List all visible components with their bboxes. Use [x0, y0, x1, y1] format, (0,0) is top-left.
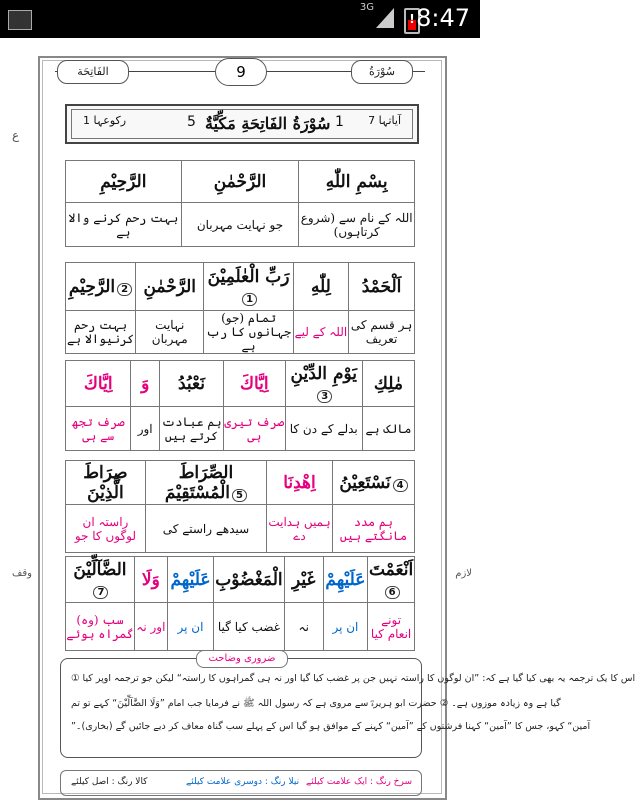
- side-mark-lazim: لازم: [455, 568, 472, 579]
- word-urdu: بہت رحم کرنیوالا ہے: [66, 311, 136, 354]
- title-number-right: 5: [187, 114, 196, 130]
- word-arabic[interactable]: الصِّرَاطَ الْمُسْتَقِيْمَ 5: [145, 461, 266, 505]
- word-urdu: نہایت مہربان: [136, 311, 204, 354]
- status-bar: [0, 0, 480, 38]
- word-urdu: ہر قسم کی تعریف: [349, 311, 415, 354]
- surah-title-bar: [65, 104, 419, 144]
- word-urdu: اللہ کے لیے: [293, 311, 348, 354]
- side-mark-top: ع: [12, 128, 20, 142]
- word-arabic[interactable]: لِلّٰهِ: [293, 263, 348, 311]
- word-urdu: بدلے کے دن کا: [285, 407, 362, 451]
- page-number: 9: [215, 58, 267, 86]
- word-urdu: (جو) تمام جہانوں کا رب ہے: [204, 311, 293, 354]
- explanation-line: ① اس کا یک ترجمہ یہ بھی کیا گیا ہے کہ: ”ان لوگوں کا راستہ نہیں جن پر غضب کیا گیا اور نہ ہی گمراہوں کا راستہ“ لیکن جو ترجمہ اوپر کیا: [71, 673, 635, 684]
- word-arabic[interactable]: وَ: [131, 361, 159, 407]
- header-surah-name: الفَاتِحَة: [57, 60, 129, 84]
- word-arabic[interactable]: بِسْمِ اللّٰهِ: [299, 161, 415, 203]
- word-urdu: ہم مدد مانگتے ہیں: [332, 505, 414, 553]
- word-arabic[interactable]: الرَّحْمٰنِ: [136, 263, 204, 311]
- word-arabic[interactable]: اِهْدِنَا: [267, 461, 333, 505]
- word-arabic[interactable]: عَلَيْهِمْ: [323, 557, 368, 603]
- verse-table-3: [65, 360, 415, 451]
- word-urdu: غضب کیا گیا: [214, 603, 285, 651]
- word-arabic[interactable]: صِرَاطَ الَّذِيْنَ: [66, 461, 146, 505]
- word-arabic[interactable]: نَسْتَعِيْنُ 4: [332, 461, 414, 505]
- verse-number-marker: 6: [385, 586, 400, 599]
- word-arabic[interactable]: رَبِّ الْعٰلَمِيْنَ1: [204, 263, 293, 311]
- word-urdu: اللہ کے نام سے (شروع کرتاہوں): [299, 203, 415, 247]
- signal-icon: [376, 8, 394, 28]
- explanation-line: ”آمین“ کہو، جس کا ”آمین“ کہنا فرشتوں کے ”آمین“ کہنے کے موافق ہو گیا اس کے پہلے سب گناہ معاف کر دیے جائیں گے (بخاری)۔: [71, 721, 591, 732]
- word-urdu: تونے انعام کیا: [368, 603, 415, 651]
- word-urdu: نہ: [284, 603, 323, 651]
- color-legend: [60, 770, 422, 796]
- explanation-box: [60, 653, 635, 758]
- legend-item-blue: نیلا رنگ : دوسری علامت کیلئے: [186, 777, 300, 787]
- verse-number-marker: 4: [393, 479, 408, 492]
- word-arabic[interactable]: مٰلِكِ: [362, 361, 414, 407]
- explanation-title: ضروری وضاحت: [196, 650, 288, 668]
- title-number-left: 1: [335, 114, 344, 130]
- word-urdu: مالک ہے: [362, 407, 414, 451]
- ayat-count: آیاتہا 7: [368, 114, 401, 127]
- word-urdu: ہم عبادت کرتے ہیں: [159, 407, 223, 451]
- header-surah-label: سُوْرَةُ: [351, 60, 413, 84]
- network-type: 3G: [359, 2, 374, 13]
- word-arabic[interactable]: اِيَّاكَ: [224, 361, 286, 407]
- explanation-line: گیا ہے وہ زیادہ موزوں ہے۔ ② حضرت ابو ہریرہؓ سے مروی ہے کہ رسول اللہ ﷺ نے فرمایا جب امام ”وَلَا الضَّآلِّيْنَ“ کہے تو تم: [71, 698, 561, 709]
- word-arabic[interactable]: اَنْعَمْتَ6: [368, 557, 415, 603]
- legend-item-black: کالا رنگ : اصل کیلئے: [71, 777, 148, 787]
- verse-number-marker: 1: [242, 293, 257, 306]
- clock: 8:47: [416, 4, 470, 32]
- word-arabic[interactable]: اَلْحَمْدُ: [349, 263, 415, 311]
- verse-number-marker: 3: [317, 390, 332, 403]
- word-urdu: بہت رحم کرنے والا ہے: [66, 203, 182, 247]
- word-arabic[interactable]: الرَّحِيْمِ: [66, 161, 182, 203]
- word-arabic[interactable]: غَيْرِ: [284, 557, 323, 603]
- word-arabic[interactable]: عَلَيْهِمْ: [167, 557, 213, 603]
- notification-image-icon: [8, 10, 32, 30]
- ruku-count: رکوعہا 1: [83, 114, 127, 127]
- word-urdu: صرف تیری ہی: [224, 407, 286, 451]
- word-arabic[interactable]: الْمَغْضُوْبِ: [214, 557, 285, 603]
- word-urdu: صرف تجھ سے ہی: [66, 407, 131, 451]
- verse-table-4: [65, 460, 415, 553]
- word-urdu: ہمیں ہدایت دے: [267, 505, 333, 553]
- word-urdu: سیدھے راستے کی: [145, 505, 266, 553]
- word-urdu: اور نہ: [134, 603, 167, 651]
- word-arabic[interactable]: الرَّحْمٰنِ: [181, 161, 299, 203]
- verse-number-marker: 2: [117, 283, 132, 296]
- word-urdu: جو نہایت مہربان: [181, 203, 299, 247]
- word-urdu: ان پر: [323, 603, 368, 651]
- word-arabic[interactable]: يَوْمِ الدِّيْنِ3: [285, 361, 362, 407]
- word-arabic[interactable]: الرَّحِيْمِ 2: [66, 263, 136, 311]
- page-header: [55, 58, 425, 86]
- word-urdu: راستہ ان لوگوں کا جو: [66, 505, 146, 553]
- word-urdu: (وہ) سب گمراہ ہوئے: [66, 603, 135, 651]
- battery-icon: !: [404, 8, 420, 34]
- verse-table-2: [65, 262, 415, 354]
- verse-number-marker: 7: [93, 586, 108, 599]
- verse-number-marker: 5: [232, 489, 247, 502]
- word-urdu: اور: [131, 407, 159, 451]
- word-arabic[interactable]: الضَّآلِّيْنَ7: [66, 557, 135, 603]
- word-arabic[interactable]: وَلَا: [134, 557, 167, 603]
- verse-table-1: [65, 160, 415, 247]
- side-mark-waqf: وقف: [12, 568, 32, 579]
- surah-title: سُوْرَةُ الفَاتِحَةِ مَكِّيَّةٌ: [205, 114, 331, 133]
- word-arabic[interactable]: اِيَّاكَ: [66, 361, 131, 407]
- legend-item-red: سرخ رنگ : ایک علامت کیلئے: [306, 777, 412, 787]
- word-arabic[interactable]: نَعْبُدُ: [159, 361, 223, 407]
- word-urdu: ان پر: [167, 603, 213, 651]
- verse-table-5: [65, 556, 415, 651]
